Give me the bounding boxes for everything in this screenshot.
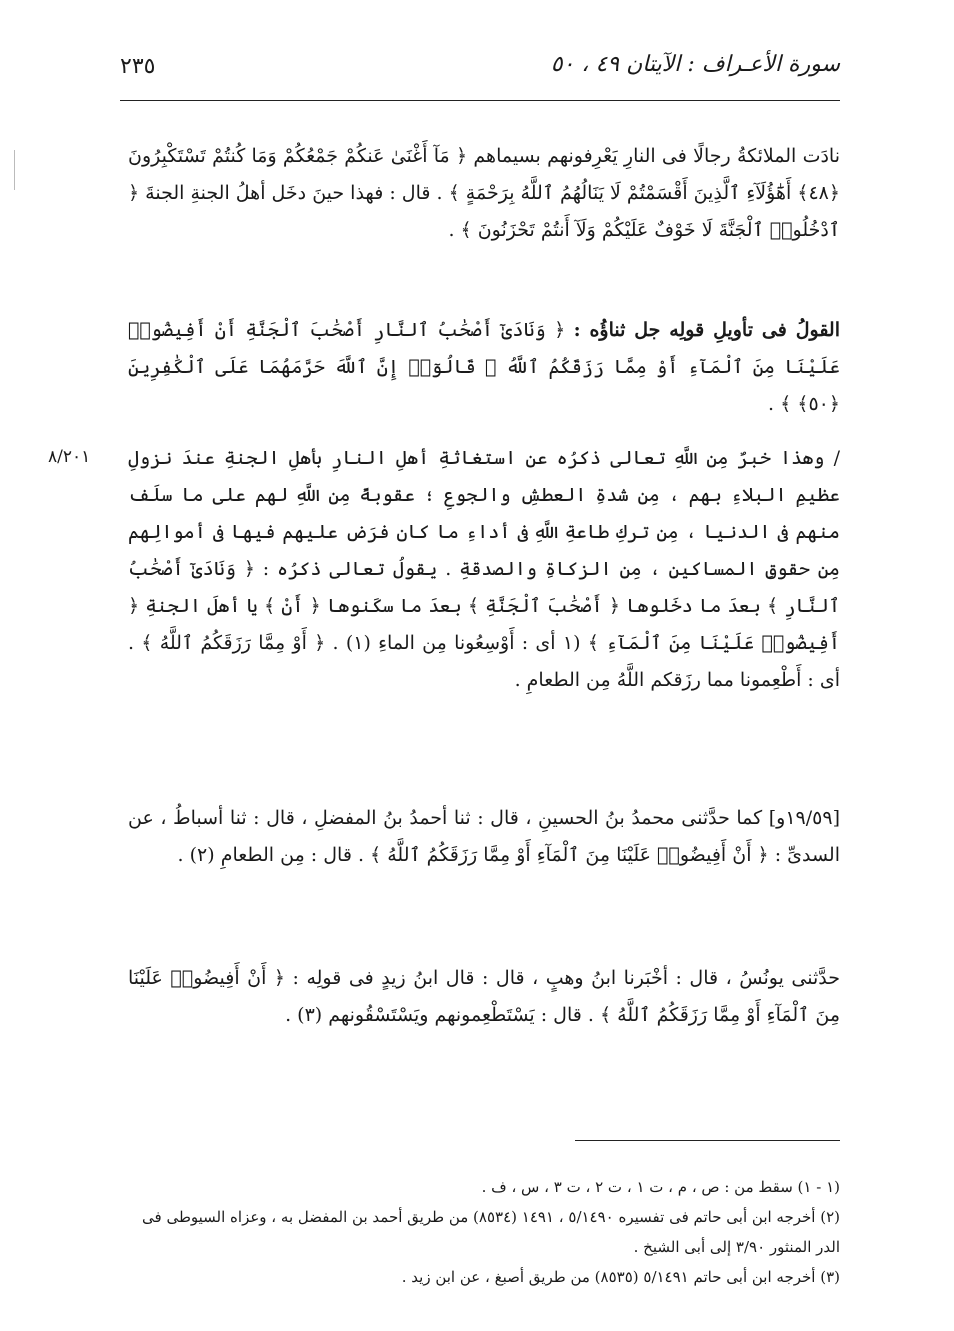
paragraph-1: نادَت الملائكةُ رجالًا فى النارِ يَعْرِفونهم بسيماهم ﴿ مَآ أَغْنَىٰ عَنكُمْ جَمْعُكُمْ وَمَا كُنتُمْ تَسْتَكْبِرُونَ ﴿٤٨﴾ أَهَٰٓؤُلَآءِ ٱلَّذِينَ أَقْسَمْتُمْ لَا يَنَالُهُمُ ٱللَّهُ بِرَحْمَةٍ ﴾ . قال : فهذا حينَ دخَل أهلُ الجنةِ الجنةَ ﴿ ٱدْخُلُوا۟ ٱلْجَنَّةَ لَا خَوْفٌ عَلَيْكُمْ وَلَآ أَنتُمْ تَحْزَنُونَ ﴾ . [128,145,840,241]
footnote-3: (٣) أخرجه ابن أبى حاتم ٥/١٤٩١ (٨٥٣٥) من طريق أصبغ ، عن ابن زيد . [401,1268,840,1286]
footnote-rule [575,1140,840,1141]
footnote-1: (١ - ١) سقط من : ص ، م ، ت ١ ، ت ٢ ، ت ٣ ، س ، ف . [481,1178,840,1196]
footnote-2: (٢) أخرجه ابن أبى حاتم فى تفسيره ٥/١٤٩٠ ، ١٤٩١ (٨٥٣٤) من طريق أحمد بن المفضل به ، وعزاه السيوطى فى الدر المنثور ٣/٩٠ إلى أبى الشيخ . [142,1208,840,1256]
header-rule [120,100,840,101]
margin-reference: ٨/٢٠١ [48,447,91,467]
section-heading: القولُ فى تأويلِ قولِه جل ثناؤُه : [573,319,840,341]
scan-edge-mark [14,150,15,190]
section-heading-verse: ﴿ وَنَادَىٰٓ أَصْحَٰبُ ٱلنَّارِ أَصْحَٰبَ ٱلْجَنَّةِ أَنْ أَفِيضُوا۟ عَلَيْنَا مِنَ ٱلْمَآءِ أَوْ مِمَّا رَزَقَكُمُ ٱللَّهُ ۚ قَالُوٓا۟ إِنَّ ٱللَّهَ حَرَّمَهُمَا عَلَى ٱلْكَٰفِرِينَ ﴿٥٠﴾ ﴾ . [128,319,840,415]
running-title: سورة الأعـراف : الآيتان ٤٩ ، ٥٠ [550,52,840,77]
paragraph-5: حدَّثنى يونُسُ ، قال : أخْبَرنا ابنُ وهبٍ ، قال : قال ابنُ زيدٍ فى قولِه : ﴿ أَنْ أَفِيضُوا۟ عَلَيْنَا مِنَ ٱلْمَآءِ أَوْ مِمَّا رَزَقَكُمُ ٱللَّهُ ﴾ . قال : يَسْتَطْعِمونهم ويَسْتَسْقُونهم (٣) . [128,967,840,1026]
paragraph-4: [١٩/٥٩و] كما حدَّثنى محمدُ بنُ الحسينِ ، قال : ثنا أحمدُ بنُ المفضلِ ، قال : ثنا أسباطُ ، عن السدىِّ : ﴿ أَنْ أَفِيضُوا۟ عَلَيْنَا مِنَ ٱلْمَآءِ أَوْ مِمَّا رَزَقَكُمُ ٱللَّهُ ﴾ . قال : مِن الطعامِ (٢) . [128,807,840,866]
page-header [120,52,840,92]
paragraph-3: / وهذا خبرٌ مِن اللَّهِ تعالى ذكرُه عن استغاثةِ أهلِ النارِ بأهلِ الجنةِ عندَ نزولِ عظيمِ البلاءِ بهم ، مِن شدةِ العطشِ والجوعِ ؛ عقوبةً مِن اللَّهِ لهم على ما سلَف منهم فى الدنيا ، مِن تركِ طاعةِ اللَّهِ فى أداءِ ما كان فرَض عليهم فيها فى أموالِهم مِن حقوقِ المساكينِ ، مِن الزكاةِ والصدقةِ . يقولُ تعالى ذكرُه : ﴿ وَنَادَىٰٓ أَصْحَٰبُ ٱلنَّارِ ﴾ بعدَ ما دخَلوها ﴿ أَصْحَٰبَ ٱلْجَنَّةِ ﴾ بعدَ ما سكَنوها ﴿ أَنْ ﴾ يا أهلَ الجنةِ ﴿ أَفِيضُوا۟ عَلَيْنَا مِنَ ٱلْمَآءِ ﴾ (١ أى : أَوْسِعُونا مِن الماءِ (١) . ﴿ أَوْ مِمَّا رَزَقَكُمُ ٱللَّهُ ﴾ . أى : أَطْعِمونا مما رزَقكم اللَّهُ مِن الطعامِ . [128,447,840,691]
page-number: ٢٣٥ [120,54,156,79]
paragraph-2 [128,312,840,423]
footnotes [128,1172,840,1292]
